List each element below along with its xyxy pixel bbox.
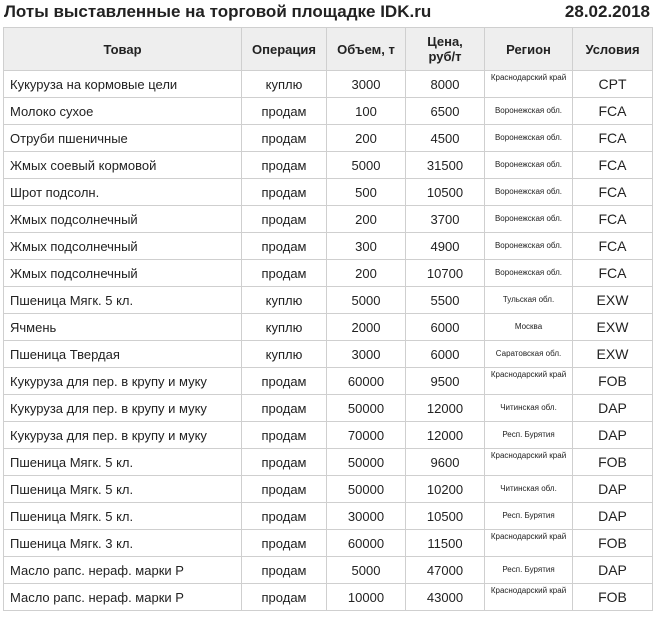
price-cell: 6000 bbox=[406, 341, 485, 368]
operation-cell: продам bbox=[242, 98, 327, 125]
operation-cell: продам bbox=[242, 503, 327, 530]
region-cell: Воронежская обл. bbox=[485, 260, 573, 287]
price-cell: 6000 bbox=[406, 314, 485, 341]
operation-cell: куплю bbox=[242, 71, 327, 98]
column-header-operation: Операция bbox=[242, 28, 327, 71]
table-row bbox=[4, 422, 653, 449]
page-header bbox=[0, 0, 656, 27]
operation-cell: куплю bbox=[242, 287, 327, 314]
operation-cell: продам bbox=[242, 530, 327, 557]
region-cell: Тульская обл. bbox=[485, 287, 573, 314]
page-title: Лоты выставленные на торговой площадке IDK.ru bbox=[4, 2, 432, 21]
volume-cell: 100 bbox=[327, 98, 406, 125]
volume-cell: 200 bbox=[327, 206, 406, 233]
operation-cell: куплю bbox=[242, 341, 327, 368]
price-cell: 10200 bbox=[406, 476, 485, 503]
operation-cell: продам bbox=[242, 125, 327, 152]
product-cell: Ячмень bbox=[4, 314, 242, 341]
terms-cell: EXW bbox=[573, 341, 653, 368]
price-cell: 3700 bbox=[406, 206, 485, 233]
table-row bbox=[4, 314, 653, 341]
region-cell: Воронежская обл. bbox=[485, 98, 573, 125]
terms-cell: CPT bbox=[573, 71, 653, 98]
table-row bbox=[4, 476, 653, 503]
price-cell: 9600 bbox=[406, 449, 485, 476]
lots-table bbox=[3, 27, 653, 611]
terms-cell: DAP bbox=[573, 422, 653, 449]
operation-cell: продам bbox=[242, 368, 327, 395]
operation-cell: продам bbox=[242, 557, 327, 584]
region-cell: Респ. Бурятия bbox=[485, 557, 573, 584]
terms-cell: FCA bbox=[573, 233, 653, 260]
operation-cell: продам bbox=[242, 152, 327, 179]
column-header-region: Регион bbox=[485, 28, 573, 71]
operation-cell: продам bbox=[242, 449, 327, 476]
operation-cell: куплю bbox=[242, 314, 327, 341]
region-cell: Москва bbox=[485, 314, 573, 341]
product-cell: Пшеница Мягк. 3 кл. bbox=[4, 530, 242, 557]
volume-cell: 300 bbox=[327, 233, 406, 260]
volume-cell: 50000 bbox=[327, 449, 406, 476]
terms-cell: DAP bbox=[573, 395, 653, 422]
region-cell: Читинская обл. bbox=[485, 395, 573, 422]
column-header-price bbox=[406, 28, 485, 71]
table-header-row bbox=[4, 28, 653, 71]
product-cell: Жмых подсолнечный bbox=[4, 206, 242, 233]
price-cell: 4900 bbox=[406, 233, 485, 260]
column-header-volume: Объем, т bbox=[327, 28, 406, 71]
table-row bbox=[4, 557, 653, 584]
product-cell: Кукуруза для пер. в крупу и муку bbox=[4, 368, 242, 395]
price-cell: 12000 bbox=[406, 395, 485, 422]
product-cell: Кукуруза для пер. в крупу и муку bbox=[4, 422, 242, 449]
product-cell: Масло рапс. нераф. марки Р bbox=[4, 557, 242, 584]
terms-cell: EXW bbox=[573, 314, 653, 341]
product-cell: Жмых подсолнечный bbox=[4, 233, 242, 260]
region-cell: Краснодарский край bbox=[485, 449, 573, 476]
price-cell: 12000 bbox=[406, 422, 485, 449]
table-row bbox=[4, 503, 653, 530]
volume-cell: 200 bbox=[327, 125, 406, 152]
table-row bbox=[4, 341, 653, 368]
table-row bbox=[4, 287, 653, 314]
volume-cell: 60000 bbox=[327, 530, 406, 557]
region-cell: Саратовская обл. bbox=[485, 341, 573, 368]
product-cell: Пшеница Мягк. 5 кл. bbox=[4, 449, 242, 476]
table-body bbox=[4, 71, 653, 611]
volume-cell: 5000 bbox=[327, 287, 406, 314]
operation-cell: продам bbox=[242, 206, 327, 233]
volume-cell: 2000 bbox=[327, 314, 406, 341]
volume-cell: 500 bbox=[327, 179, 406, 206]
operation-cell: продам bbox=[242, 260, 327, 287]
column-header-terms: Условия bbox=[573, 28, 653, 71]
region-cell: Респ. Бурятия bbox=[485, 503, 573, 530]
table-row bbox=[4, 71, 653, 98]
volume-cell: 5000 bbox=[327, 557, 406, 584]
operation-cell: продам bbox=[242, 584, 327, 611]
price-cell: 11500 bbox=[406, 530, 485, 557]
operation-cell: продам bbox=[242, 476, 327, 503]
region-cell: Краснодарский край bbox=[485, 584, 573, 611]
volume-cell: 50000 bbox=[327, 476, 406, 503]
volume-cell: 5000 bbox=[327, 152, 406, 179]
volume-cell: 50000 bbox=[327, 395, 406, 422]
volume-cell: 60000 bbox=[327, 368, 406, 395]
region-cell: Краснодарский край bbox=[485, 530, 573, 557]
table-row bbox=[4, 233, 653, 260]
report-date: 28.02.2018 bbox=[564, 2, 650, 21]
operation-cell: продам bbox=[242, 179, 327, 206]
volume-cell: 30000 bbox=[327, 503, 406, 530]
table-row bbox=[4, 395, 653, 422]
region-cell: Воронежская обл. bbox=[485, 206, 573, 233]
price-cell: 4500 bbox=[406, 125, 485, 152]
price-cell: 6500 bbox=[406, 98, 485, 125]
product-cell: Молоко сухое bbox=[4, 98, 242, 125]
terms-cell: EXW bbox=[573, 287, 653, 314]
terms-cell: DAP bbox=[573, 557, 653, 584]
product-cell: Масло рапс. нераф. марки Р bbox=[4, 584, 242, 611]
product-cell: Пшеница Мягк. 5 кл. bbox=[4, 476, 242, 503]
volume-cell: 200 bbox=[327, 260, 406, 287]
region-cell: Респ. Бурятия bbox=[485, 422, 573, 449]
terms-cell: FCA bbox=[573, 152, 653, 179]
table-row bbox=[4, 98, 653, 125]
region-cell: Читинская обл. bbox=[485, 476, 573, 503]
product-cell: Жмых соевый кормовой bbox=[4, 152, 242, 179]
table-row bbox=[4, 125, 653, 152]
table-row bbox=[4, 179, 653, 206]
table-row bbox=[4, 449, 653, 476]
price-cell: 31500 bbox=[406, 152, 485, 179]
price-cell: 10500 bbox=[406, 503, 485, 530]
operation-cell: продам bbox=[242, 233, 327, 260]
terms-cell: FOB bbox=[573, 368, 653, 395]
price-cell: 10700 bbox=[406, 260, 485, 287]
table-row bbox=[4, 584, 653, 611]
operation-cell: продам bbox=[242, 422, 327, 449]
product-cell: Кукуруза на кормовые цели bbox=[4, 71, 242, 98]
terms-cell: FOB bbox=[573, 530, 653, 557]
terms-cell: DAP bbox=[573, 476, 653, 503]
table-row bbox=[4, 368, 653, 395]
terms-cell: FCA bbox=[573, 179, 653, 206]
terms-cell: FCA bbox=[573, 98, 653, 125]
price-header-text: Цена, руб/т bbox=[427, 34, 463, 64]
table-row bbox=[4, 152, 653, 179]
price-cell: 10500 bbox=[406, 179, 485, 206]
column-header-product: Товар bbox=[4, 28, 242, 71]
price-cell: 47000 bbox=[406, 557, 485, 584]
table-row bbox=[4, 530, 653, 557]
table-row bbox=[4, 260, 653, 287]
product-cell: Кукуруза для пер. в крупу и муку bbox=[4, 395, 242, 422]
price-cell: 9500 bbox=[406, 368, 485, 395]
product-cell: Отруби пшеничные bbox=[4, 125, 242, 152]
region-cell: Краснодарский край bbox=[485, 368, 573, 395]
product-cell: Пшеница Твердая bbox=[4, 341, 242, 368]
price-cell: 43000 bbox=[406, 584, 485, 611]
operation-cell: продам bbox=[242, 395, 327, 422]
terms-cell: FCA bbox=[573, 206, 653, 233]
region-cell: Воронежская обл. bbox=[485, 179, 573, 206]
table-row bbox=[4, 206, 653, 233]
terms-cell: FOB bbox=[573, 584, 653, 611]
terms-cell: DAP bbox=[573, 503, 653, 530]
product-cell: Шрот подсолн. bbox=[4, 179, 242, 206]
volume-cell: 3000 bbox=[327, 71, 406, 98]
volume-cell: 3000 bbox=[327, 341, 406, 368]
product-cell: Пшеница Мягк. 5 кл. bbox=[4, 287, 242, 314]
region-cell: Краснодарский край bbox=[485, 71, 573, 98]
product-cell: Жмых подсолнечный bbox=[4, 260, 242, 287]
price-cell: 8000 bbox=[406, 71, 485, 98]
terms-cell: FCA bbox=[573, 260, 653, 287]
terms-cell: FCA bbox=[573, 125, 653, 152]
volume-cell: 70000 bbox=[327, 422, 406, 449]
region-cell: Воронежская обл. bbox=[485, 152, 573, 179]
region-cell: Воронежская обл. bbox=[485, 233, 573, 260]
region-cell: Воронежская обл. bbox=[485, 125, 573, 152]
product-cell: Пшеница Мягк. 5 кл. bbox=[4, 503, 242, 530]
volume-cell: 10000 bbox=[327, 584, 406, 611]
price-cell: 5500 bbox=[406, 287, 485, 314]
terms-cell: FOB bbox=[573, 449, 653, 476]
